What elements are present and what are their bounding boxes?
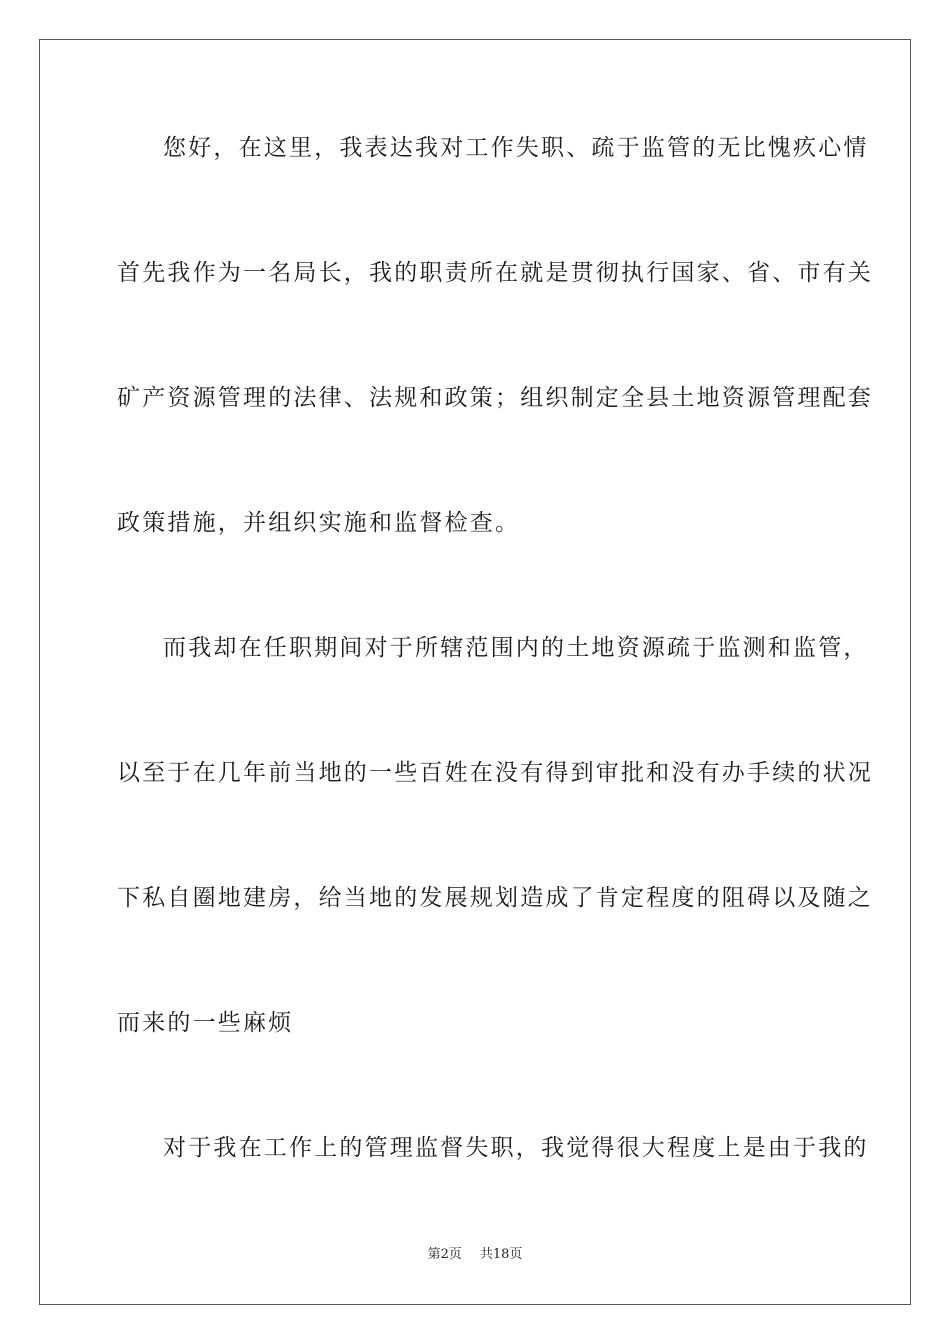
- paragraph-line: 矿产资源管理的法律、法规和政策；组织制定全县土地资源管理配套: [117, 385, 873, 411]
- paragraph-line: 以至于在几年前当地的一些百姓在没有得到审批和没有办手续的状况: [117, 760, 873, 786]
- page-footer: [0, 1246, 950, 1264]
- page-border: [39, 39, 911, 1305]
- paragraph-line: 对于我在工作上的管理监督失职，我觉得很大程度上是由于我的: [163, 1135, 869, 1161]
- paragraph-line: 您好，在这里，我表达我对工作失职、疏于监管的无比愧疚心情: [163, 135, 869, 161]
- paragraph-line: 下私自圈地建房，给当地的发展规划造成了肯定程度的阻碍以及随之: [117, 885, 873, 911]
- page-number-current: 第2页: [427, 1247, 462, 1262]
- paragraph-line: 首先我作为一名局长，我的职责所在就是贯彻执行国家、省、市有关: [117, 260, 873, 286]
- page-number-total: 共18页: [479, 1247, 523, 1262]
- paragraph-line: 而我却在任职期间对于所辖范围内的土地资源疏于监测和监管，: [163, 635, 869, 661]
- paragraph-line: 政策措施，并组织实施和监督检查。: [117, 510, 521, 536]
- paragraph-line: 而来的一些麻烦: [117, 1010, 294, 1036]
